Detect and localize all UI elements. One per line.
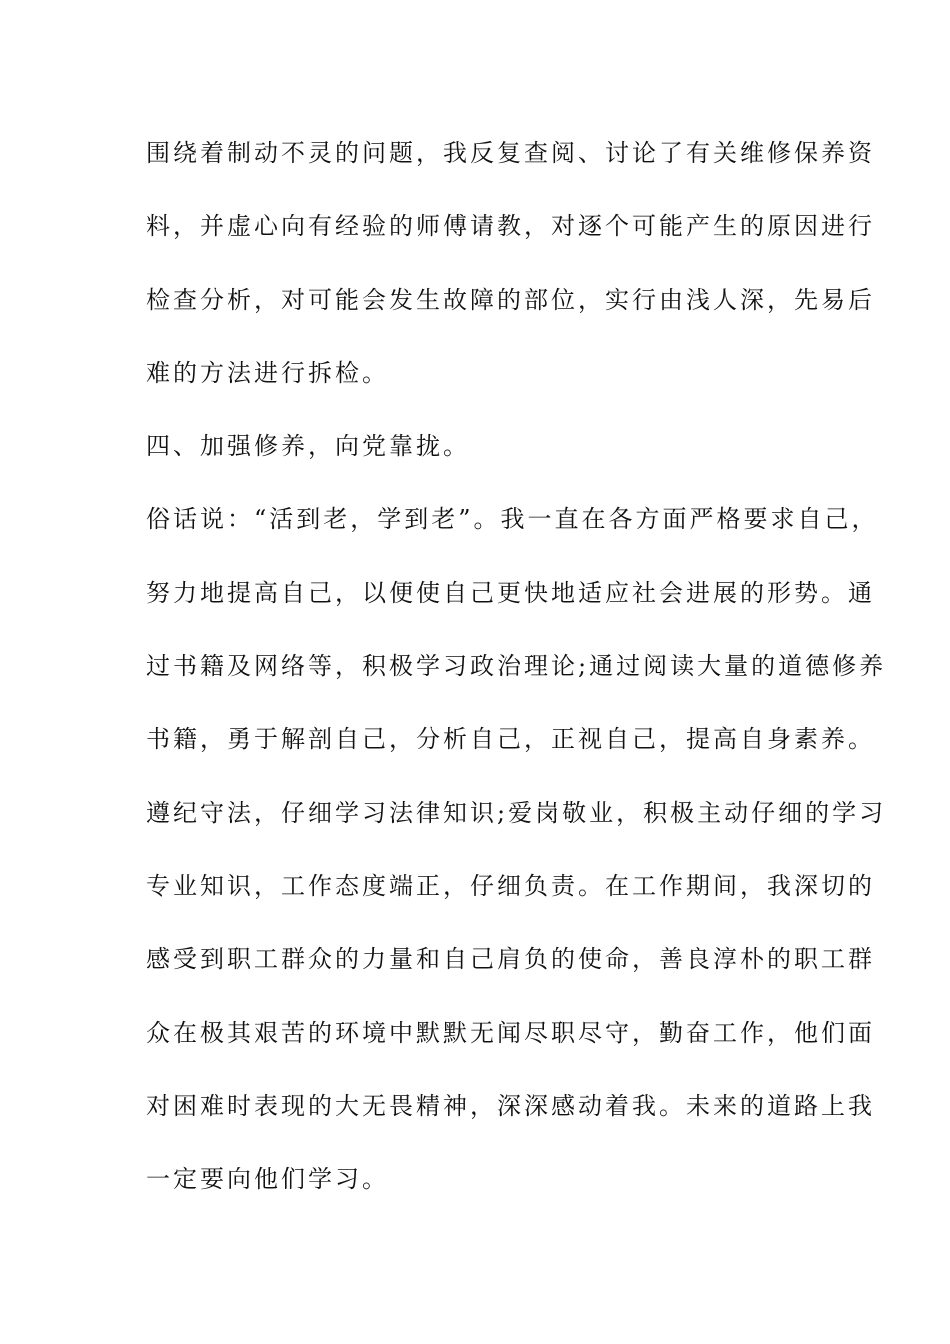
text-line: 感受到职工群众的力量和自己肩负的使命，善良淳朴的职工群: [146, 945, 875, 974]
text-line: 料，并虚心向有经验的师傅请教，对逐个可能产生的原因进行: [146, 212, 875, 241]
text-line: 对困难时表现的大无畏精神，深深感动着我。未来的道路上我: [146, 1091, 875, 1120]
text-line: 难的方法进行拆检。: [146, 358, 389, 387]
text-line: 一定要向他们学习。: [146, 1165, 389, 1194]
text-line: 众在极其艰苦的环境中默默无闻尽职尽守，勤奋工作，他们面: [146, 1018, 875, 1047]
text-line: 俗话说：“活到老，学到老”。我一直在各方面严格要求自己，: [146, 505, 879, 534]
text-line: 书籍，勇于解剖自己，分析自己，正视自己，提高自身素养。: [146, 725, 875, 754]
text-line: 围绕着制动不灵的问题，我反复查阅、讨论了有关维修保养资: [146, 139, 875, 167]
text-line: 过书籍及网络等，积极学习政治理论;通过阅读大量的道德修养: [146, 652, 887, 681]
text-line: 专业知识，工作态度端正，仔细负责。在工作期间，我深切的: [146, 871, 875, 900]
text-line: 检查分析，对可能会发生故障的部位，实行由浅人深，先易后: [146, 285, 875, 314]
section-heading: 四、加强修养，向党靠拢。: [146, 432, 470, 461]
text-line: 遵纪守法，仔细学习法律知识;爱岗敬业，积极主动仔细的学习: [146, 798, 887, 827]
document-body: [146, 130, 887, 1229]
text-line: 努力地提高自己，以便使自己更快地适应社会进展的形势。通: [146, 578, 875, 607]
